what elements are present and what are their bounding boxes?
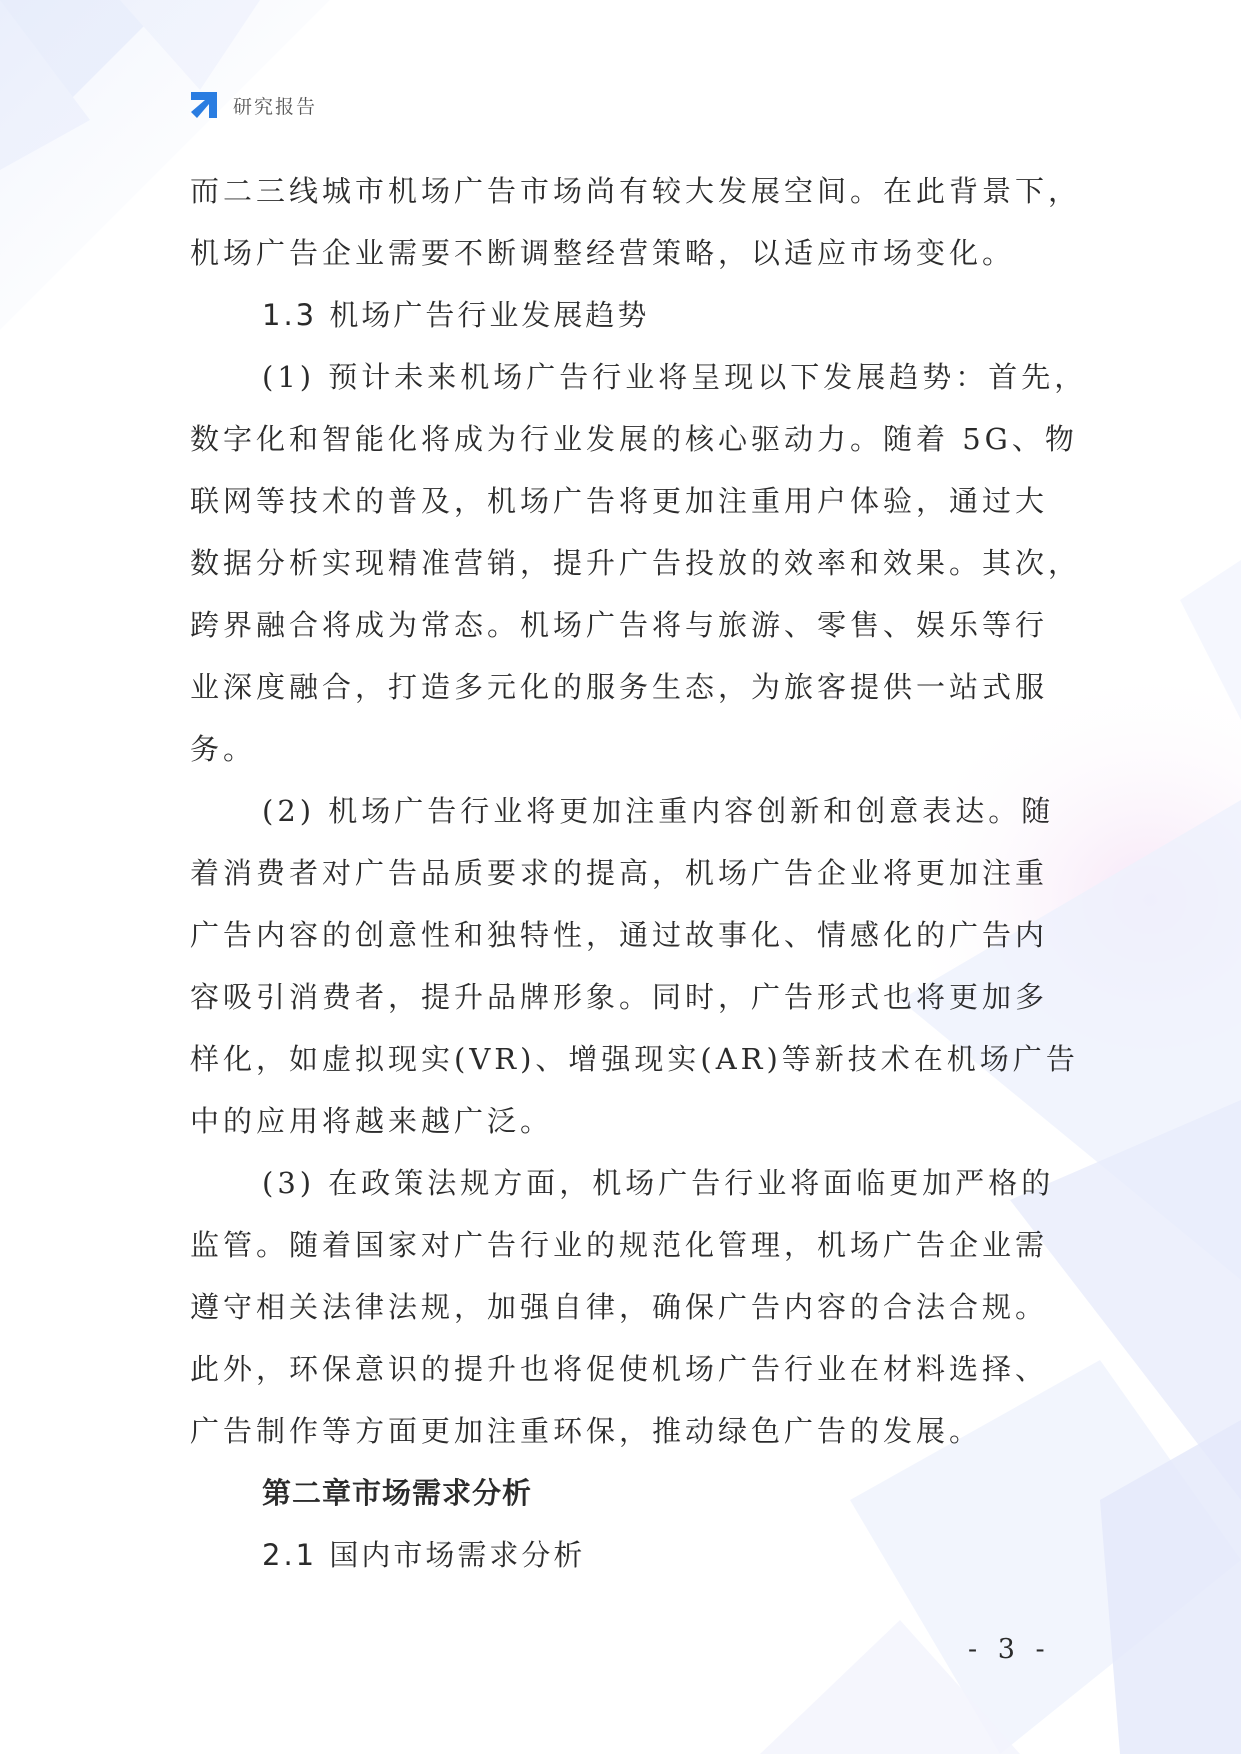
- body-line: 中的应用将越来越广泛。: [190, 1104, 554, 1138]
- report-header: [187, 88, 317, 122]
- body-line: 联网等技术的普及，机场广告将更加注重用户体验，通过大: [190, 484, 1049, 518]
- body-line: (2) 机场广告行业将更加注重内容创新和创意表达。随: [262, 794, 1055, 828]
- section-heading-2-1: 2.1 国内市场需求分析: [262, 1538, 586, 1572]
- body-line: (3) 在政策法规方面，机场广告行业将面临更加严格的: [262, 1166, 1055, 1200]
- document-body: [190, 160, 1090, 1586]
- body-line: 监管。随着国家对广告行业的规范化管理，机场广告企业需: [190, 1228, 1049, 1262]
- body-line: 着消费者对广告品质要求的提高，机场广告企业将更加注重: [190, 856, 1049, 890]
- body-line: 数字化和智能化将成为行业发展的核心驱动力。随着 5G、物: [190, 422, 1078, 456]
- arrow-logo-icon: [187, 88, 221, 122]
- chapter-heading-2: 第二章市场需求分析: [262, 1476, 533, 1510]
- body-line: 广告内容的创意性和独特性，通过故事化、情感化的广告内: [190, 918, 1049, 952]
- body-line: 遵守相关法律法规，加强自律，确保广告内容的合法合规。: [190, 1290, 1049, 1324]
- body-line: 跨界融合将成为常态。机场广告将与旅游、零售、娱乐等行: [190, 608, 1049, 642]
- section-heading-1-3: 1.3 机场广告行业发展趋势: [262, 298, 650, 332]
- body-line: 而二三线城市机场广告市场尚有较大发展空间。在此背景下，: [190, 174, 1082, 208]
- body-line: (1) 预计未来机场广告行业将呈现以下发展趋势：首先，: [262, 360, 1088, 394]
- body-line: 广告制作等方面更加注重环保，推动绿色广告的发展。: [190, 1414, 983, 1448]
- body-line: 此外，环保意识的提升也将促使机场广告行业在材料选择、: [190, 1352, 1049, 1386]
- body-line: 务。: [190, 732, 257, 766]
- page-number: - 3 -: [968, 1634, 1051, 1665]
- header-title: 研究报告: [233, 95, 318, 118]
- body-line: 业深度融合，打造多元化的服务生态，为旅客提供一站式服: [190, 670, 1049, 704]
- body-line: 样化，如虚拟现实(VR)、增强现实(AR)等新技术在机场广告: [190, 1042, 1079, 1076]
- body-line: 数据分析实现精准营销，提升广告投放的效率和效果。其次，: [190, 546, 1082, 580]
- body-line: 机场广告企业需要不断调整经营策略，以适应市场变化。: [190, 236, 1016, 270]
- body-line: 容吸引消费者，提升品牌形象。同时，广告形式也将更加多: [190, 980, 1049, 1014]
